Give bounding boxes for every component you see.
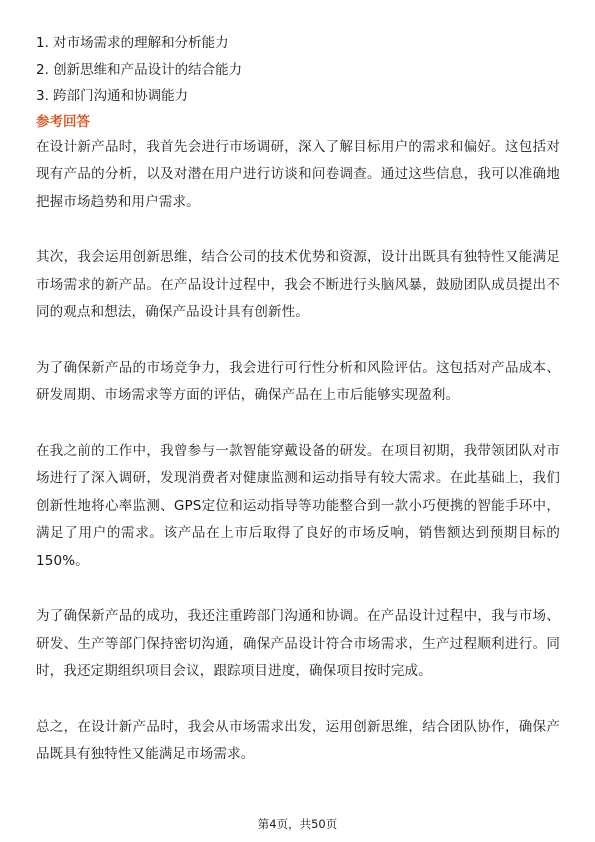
paragraph-5: 为了确保新产品的成功，我还注重跨部门沟通和协调。在产品设计过程中，我与市场、研发、生产等部门保持密切沟通，确保产品设计符合市场需求，生产过程顺利进行。同时，我还定期组织项目会议，跟踪项目进度，确保项目按时完成。 [36,608,560,679]
list-item-1: 1. 对市场需求的理解和分析能力 [36,35,229,51]
paragraph-4: 在我之前的工作中，我曾参与一款智能穿戴设备的研发。在项目初期，我带领团队对市场进行了深入调研，发现消费者对健康监测和运动指导有较大需求。在此基础上，我们创新性地将心率监测、GPS定位和运动指导等功能整合到一款小巧便携的智能手环中，满足了用户的需求。该产品在上市后取得了良好的市场反响，销售额达到预期目标的150%。 [36,442,560,569]
answer-heading: 参考回答 [36,113,90,130]
list-item-2: 2. 创新思维和产品设计的结合能力 [36,61,243,78]
page-number: 第4页，共50页 [257,817,338,831]
list-item-3: 3. 跨部门沟通和协调能力 [36,88,189,104]
paragraph-3: 为了确保新产品的市场竞争力，我会进行可行性分析和风险评估。这包括对产品成本、研发周期、市场需求等方面的评估，确保产品在上市后能够实现盈利。 [36,359,560,403]
answer-body [36,134,560,769]
page-content [36,30,560,769]
paragraph-1: 在设计新产品时，我首先会进行市场调研，深入了解目标用户的需求和偏好。这包括对现有产品的分析，以及对潜在用户进行访谈和问卷调查。通过这些信息，我可以准确地把握市场趋势和用户需求。 [36,138,560,210]
paragraph-2: 其次，我会运用创新思维，结合公司的技术优势和资源，设计出既具有独特性又能满足市场需求的新产品。在产品设计过程中，我会不断进行头脑风暴，鼓励团队成员提出不同的观点和想法，确保产品设计具有创新性。 [36,249,560,320]
paragraph-6: 总之，在设计新产品时，我会从市场需求出发，运用创新思维，结合团队协作，确保产品既具有独特性又能满足市场需求。 [36,718,560,762]
